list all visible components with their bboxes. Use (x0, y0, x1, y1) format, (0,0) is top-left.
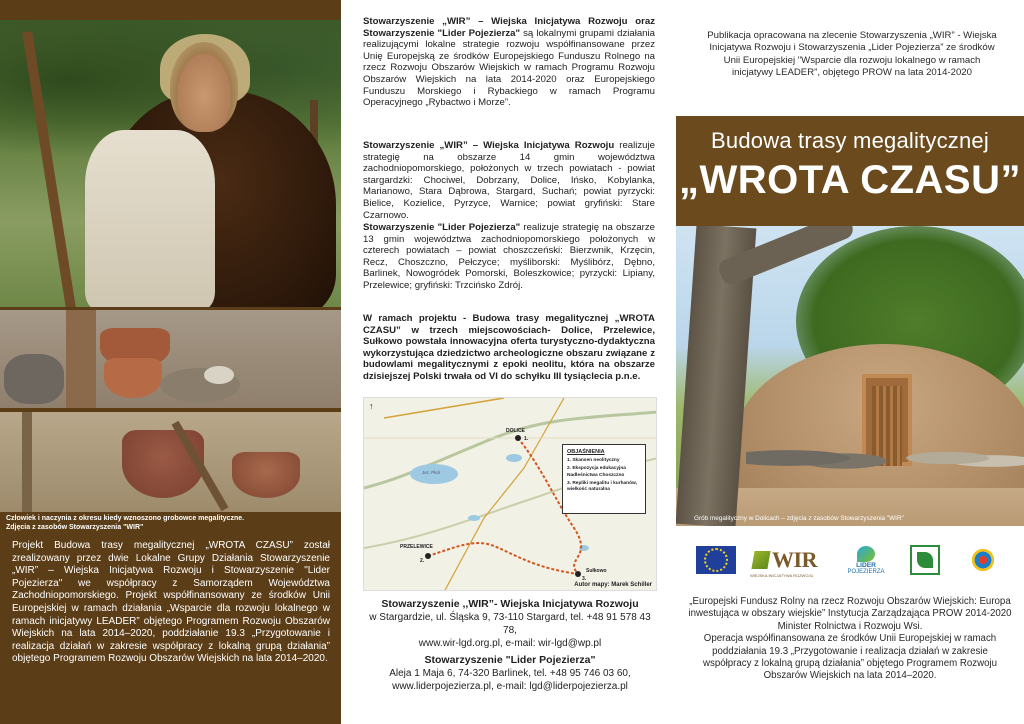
route-map (363, 397, 657, 591)
legend-item: 3. Repliki megalitu i kurhanów, wielkość naturalna (567, 480, 637, 493)
map-marker-2: 2. (420, 558, 425, 564)
paragraph-wir-area: Stowarzyszenie „WIR” – Wiejska Inicjatywa Rozwoju realizuje strategię na obszarze 14 gmin województwa zachodniopomorskiego, położonych w trzech powiatach - powiat stargardzki: Chociwel, Dobrzany, Dolice, Ińsko, Kobylanka, Marianowo, Stara Dąbrowa, Stargard, Suchań; powiat pyrzycki: Bielice, Kozielice, Pyrzyce, Warnice; powiat gryfiński: Stare Czarnowo. (363, 140, 655, 221)
prow-logo (950, 540, 1016, 580)
photo-clay-vessels (0, 412, 341, 512)
map-label-sulkowo: Sułkowo (586, 568, 607, 574)
funding-note: „Europejski Fundusz Rolny na rzecz Rozwoju Obszarów Wiejskich: Europa inwestująca w obszary wiejskie” Instytucja Zarządzająca PROW 2014-2020 Minister Rolnictwa i Rozwoju Wsi. Operacja współfinansowana ze środków Unii Europejskiej w ramach poddziałania 19.3 „Przygotowanie i realizacja działań w zakresie współpracy z lokalną grupą działania” objętego Programem Rozwoju Obszarów Wiejskich na lata 2014–2020. (688, 596, 1012, 682)
map-marker-3: 3. (582, 576, 587, 582)
photo-megalithic-grave (676, 226, 1024, 526)
photo-caption-grave: Grób megalityczny w Dolicach – zdjęcia z zasobów Stowarzyszenia "WIR" (694, 515, 904, 522)
project-description: Projekt Budowa trasy megalitycznej „WROTA CZASU” został zrealizowany przez dwie Lokalne Grupy Działania Stowarzyszenie „WIR” – Wiejska Inicjatywa Rozwoju i Stowarzyszenie "Lider Pojezierza" we współpracy z Samorządem Województwa Zachodniopomorskiego. Projekt współfinansowany ze środków Unii Europejskiej w ramach działania „Wsparcie dla rozwoju lokalnego w ramach inicjatywy LEADER” objętego Programem Rozwoju Obszarów Wiejskich na lata 2014–2020, poddziałanie 19.3 „Przygotowanie i realizacja działań w zakresie współpracy z lokalną grupą działania” objętego Programem Rozwoju Obszarów Wiejskich na lata 2014–2020. (12, 540, 330, 665)
middle-panel (341, 0, 676, 724)
north-arrow-icon: ↑ (369, 401, 374, 411)
paragraph-lider-area: Stowarzyszenie "Lider Pojezierza" realizuje strategię na obszarze 13 gmin województwa zachodniopomorskiego położonych w czterech powiatach – powiat choszczeński: Bierzwnik, Krzęcin, Recz, Choszczno, Pełczyce; myśliborski: Myślibórz, Dębno, Barlinek, Nowogródek Pomorski, Boleszkowice; pyrzycki: Lipiany, Przelewice; gryfiński: Trzcińsko Zdrój. (363, 222, 655, 291)
left-panel (0, 0, 341, 724)
eu-flag-icon (696, 546, 736, 574)
sponsor-logos (696, 540, 1016, 584)
paragraph-project: W ramach projektu - Budowa trasy megalitycznej „WROTA CZASU” w trzech miejscowościach- Dolice, Przelewice, Sułkowo powstała innowacyjna oferta turystyczno-dydaktyczna wykorzystująca dziedzictwo archeologiczne obszaru związane z budowlami megalitycznymi z epoki neolitu, która na obszarze dzisiejszej Polski trwała od VI do schyłku III tysiąclecia p.n.e. (363, 313, 655, 382)
legend-item: 2. Ekspozycja edukacyjna Nadleśnictwa Choszczno (567, 466, 626, 478)
map-label-lake: Jez. Płoń (422, 470, 441, 475)
map-legend: OBJAŚNIENIA 1. Skansen neolityczny 2. Ekspozycja edukacyjna Nadleśnictwa Choszczno 3. Repliki megalitu i kurhanów, wielkość naturalna (562, 444, 646, 514)
map-label-przelewice: PRZELEWICE (400, 544, 433, 550)
map-label-dolice: DOLICE (506, 428, 525, 434)
contact-lider: Stowarzyszenie "Lider Pojezierza" Aleja 1 Maja 6, 74-320 Barlinek, tel. +48 95 746 03 60, www.liderpojezierza.pl, e-mail: lgd@liderpojezierza.pl (389, 654, 631, 692)
leader-logo (910, 545, 940, 575)
title-box (676, 116, 1024, 226)
wir-logo: WIR WIEJSKA INICJATYWA ROZWOJU (750, 547, 817, 578)
legend-item: 1. Skansen neolityczny (567, 458, 620, 464)
contact-wir: Stowarzyszenie ,,WIR”- Wiejska Inicjatywa Rozwoju w Stargardzie, ul. Śląska 9, 73-110 Stargard, tel. +48 91 578 43 78, www.wir-lgd.org.pl, e-mail: wir-lgd@wp.pl (369, 598, 651, 649)
top-band (0, 0, 341, 20)
photo-caption: Człowiek i naczynia z okresu kiedy wznoszono grobowce megalityczne. Zdjęcia z zasobów Stowarzyszenia "WIR" (6, 515, 245, 531)
photo-clay-pots (0, 310, 341, 408)
title-line-2: „WROTA CZASU” (678, 158, 1021, 202)
map-marker-1: 1. (524, 436, 529, 442)
paragraph-lgd-intro: Stowarzyszenie „WIR” – Wiejska Inicjatywa Rozwoju oraz Stowarzyszenie "Lider Pojezierza" są lokalnymi grupami działania realizującymi lokalne strategie rozwoju współfinansowane przez Unię Europejską ze środków Europejskiego Funduszu Rolnego na rzecz Rozwoju Obszarów Wiejskich w ramach Programu Rozwoju Obszarów Wiejskich na lata 2014-2020 oraz Europejskiego Funduszu Morskiego i Rybackiego w ramach Programu Operacyjnego „Rybactwo i Morze”. (363, 16, 655, 109)
lider-pojezierza-logo: LIDER POJEZIERZA (836, 540, 896, 580)
photo-neolithic-man (0, 20, 341, 307)
map-author: Autor mapy: Marek Schiller (574, 582, 652, 588)
publication-note: Publikacja opracowana na zlecenie Stowarzyszenia „WIR” - Wiejska Inicjatywa Rozwoju i Stowarzyszenia „Lider Pojezierza” ze środków Unii Europejskiej "Wsparcie dla rozwoju lokalnego w ramach inicjatywy LEADER”, objętego PROW na lata 2014-2020 (707, 30, 997, 79)
right-panel (676, 0, 1024, 724)
title-line-1: Budowa trasy megalitycznej (711, 128, 989, 153)
